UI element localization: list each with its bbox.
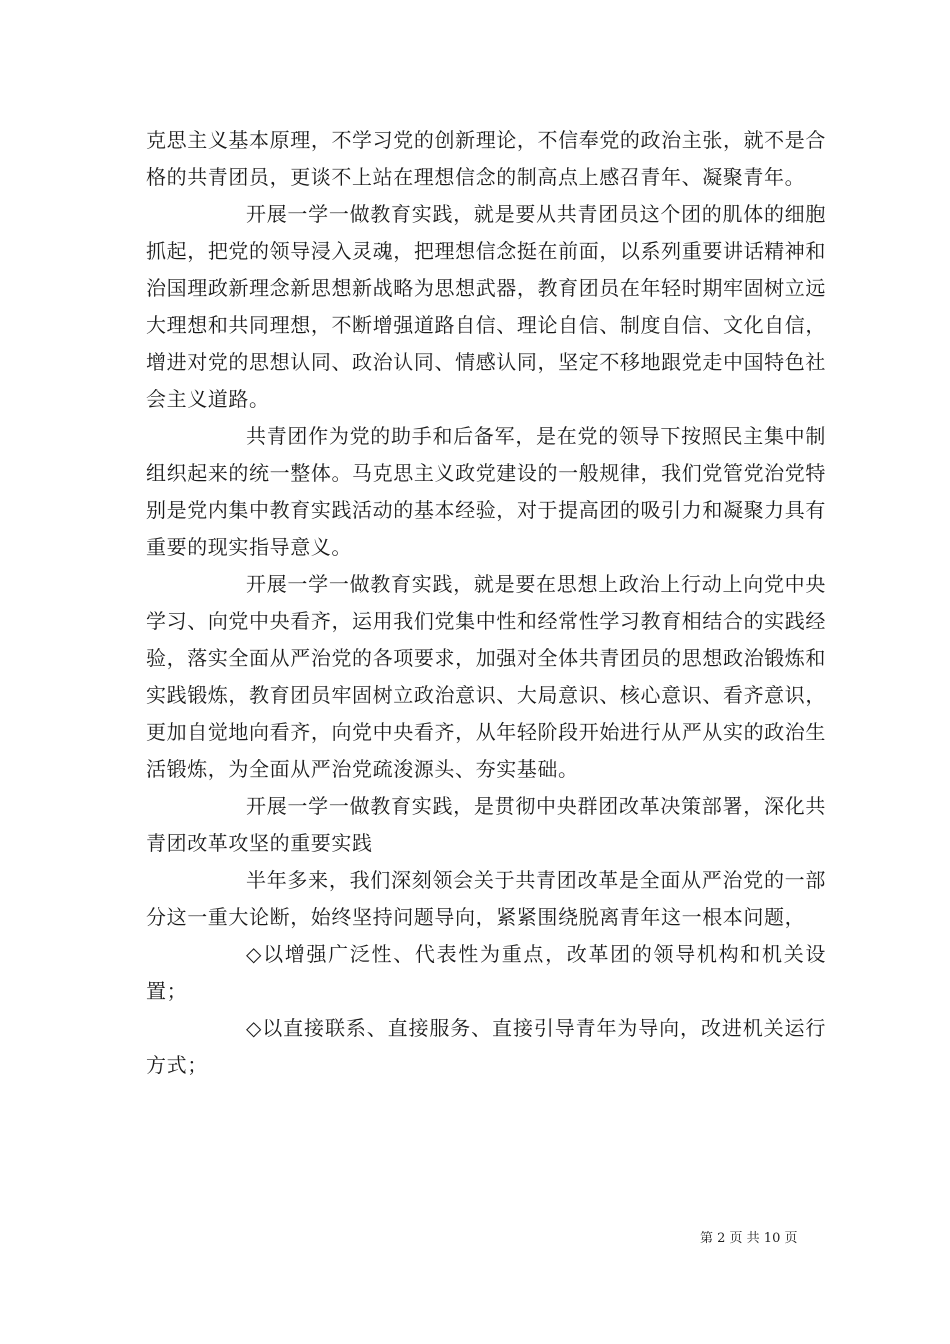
paragraph-3: 共青团作为党的助手和后备军，是在党的领导下按照民主集中制组织起来的统一整体。马克思主义政党建设的一般规律，我们党管党治党特别是党内集中教育实践活动的基本经验，对于提高团的吸引力和凝聚力具有重要的现实指导意义。 <box>146 424 826 559</box>
paragraph-6: 半年多来，我们深刻领会关于共青团改革是全面从严治党的一部分这一重大论断，始终坚持问题导向，紧紧围绕脱离青年这一根本问题， <box>146 868 826 929</box>
paragraph-4: 开展一学一做教育实践，就是要在思想上政治上行动上向党中央学习、向党中央看齐，运用我们党集中性和经常性学习教育相结合的实践经验，落实全面从严治党的各项要求，加强对全体共青团员的思想政治锻炼和实践锻炼，教育团员牢固树立政治意识、大局意识、核心意识、看齐意识，更加自觉地向看齐，向党中央看齐，从年轻阶段开始进行从严从实的政治生活锻炼，为全面从严治党疏浚源头、夯实基础。 <box>146 572 826 781</box>
page-number-footer: 第 2 页 共 10 页 <box>700 1231 798 1246</box>
paragraph-2: 开展一学一做教育实践，就是要从共青团员这个团的肌体的细胞抓起，把党的领导浸入灵魂，把理想信念挺在前面，以系列重要讲话精神和治国理政新理念新思想新战略为思想武器，教育团员在年轻时期牢固树立远大理想和共同理想，不断增强道路自信、理论自信、制度自信、文化自信，增进对党的思想认同、政治认同、情感认同，坚定不移地跟党走中国特色社会主义道路。 <box>146 202 826 411</box>
bullet-item-2: ◇以直接联系、直接服务、直接引导青年为导向，改进机关运行方式； <box>146 1016 826 1077</box>
paragraph-1: 克思主义基本原理，不学习党的创新理论，不信奉党的政治主张，就不是合格的共青团员，更谈不上站在理想信念的制高点上感召青年、凝聚青年。 <box>146 128 826 189</box>
paragraph-5: 开展一学一做教育实践，是贯彻中央群团改革决策部署，深化共青团改革攻坚的重要实践 <box>146 794 826 855</box>
document-body <box>146 122 826 1084</box>
bullet-item-1: ◇以增强广泛性、代表性为重点，改革团的领导机构和机关设置； <box>146 942 826 1003</box>
